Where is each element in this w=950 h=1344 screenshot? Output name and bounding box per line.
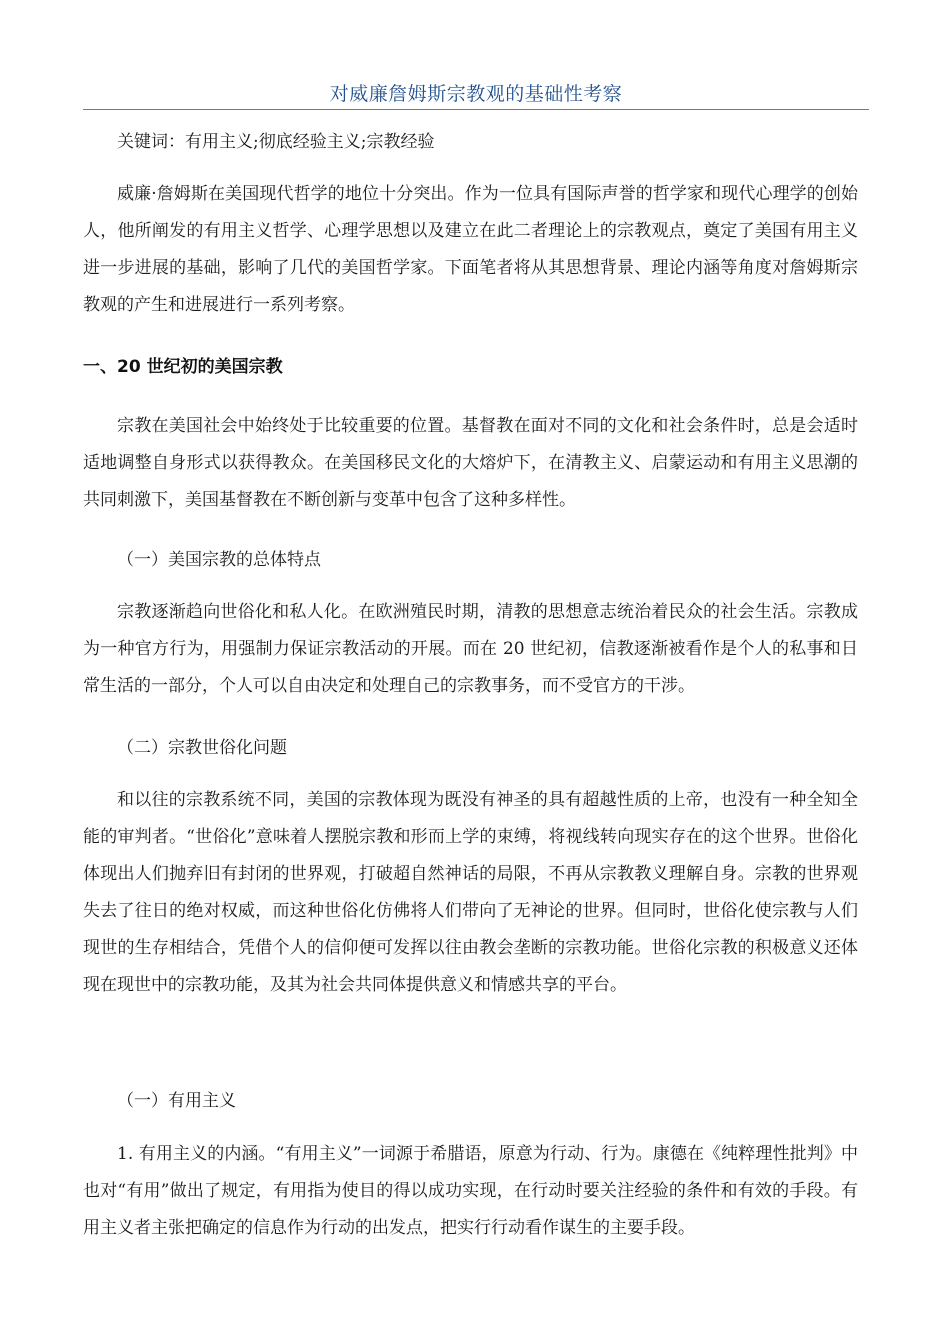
subsection-paragraph: 1. 有用主义的内涵。“有用主义”一词源于希腊语，原意为行动、行为。康德在《纯粹理性批判》中也对“有用”做出了规定，有用指为使目的得以成功实现，在行动时要关注经验的条件和有效的手段。有用主义者主张把确定的信息作为行动的出发点，把实行行动看作谋生的主要手段。 <box>83 1144 858 1238</box>
intro-paragraph: 威廉·詹姆斯在美国现代哲学的地位十分突出。作为一位具有国际声誉的哲学家和现代心理学的创始人，他所阐发的有用主义哲学、心理学思想以及建立在此二者理论上的宗教观点，奠定了美国有用主义进一步进展的基础，影响了几代的美国哲学家。下面笔者将从其思想背景、理论内涵等角度对詹姆斯宗教观的产生和进展进行一系列考察。 <box>83 184 858 315</box>
subsection-paragraph: 和以往的宗教系统不同，美国的宗教体现为既没有神圣的具有超越性质的上帝，也没有一种全知全能的审判者。“世俗化”意味着人摆脱宗教和形而上学的束缚，将视线转向现实存在的这个世界。世俗化体现出人们抛弃旧有封闭的世界观，打破超自然神话的局限，不再从宗教教义理解自身。宗教的世界观失去了往日的绝对权威，而这种世俗化仿佛将人们带向了无神论的世界。但同时，世俗化使宗教与人们现世的生存相结合，凭借个人的信仰便可发挥以往由教会垄断的宗教功能。世俗化宗教的积极意义还体现在现世中的宗教功能，及其为社会共同体提供意义和情感共享的平台。 <box>83 790 858 995</box>
keywords-line: 关键词：有用主义;彻底经验主义;宗教经验 <box>117 132 435 152</box>
subsection-heading: （一）美国宗教的总体特点 <box>117 550 321 570</box>
subsection-heading: （一）有用主义 <box>117 1091 236 1111</box>
section-paragraph: 宗教在美国社会中始终处于比较重要的位置。基督教在面对不同的文化和社会条件时，总是会适时适地调整自身形式以获得教众。在美国移民文化的大熔炉下，在清教主义、启蒙运动和有用主义思潮的共同刺激下，美国基督教在不断创新与变革中包含了这种多样性。 <box>83 416 858 510</box>
section-heading: 一、20 世纪初的美国宗教 <box>83 357 283 377</box>
title-underline <box>83 109 869 110</box>
subsection-paragraph: 宗教逐渐趋向世俗化和私人化。在欧洲殖民时期，清教的思想意志统治着民众的社会生活。宗教成为一种官方行为，用强制力保证宗教活动的开展。而在 20 世纪初，信教逐渐被看作是个人的私事和日常生活的一部分，个人可以自由决定和处理自己的宗教事务，而不受官方的干涉。 <box>83 602 858 696</box>
page-title: 对威廉詹姆斯宗教观的基础性考察 <box>329 83 623 105</box>
subsection-heading: （二）宗教世俗化问题 <box>117 738 287 758</box>
